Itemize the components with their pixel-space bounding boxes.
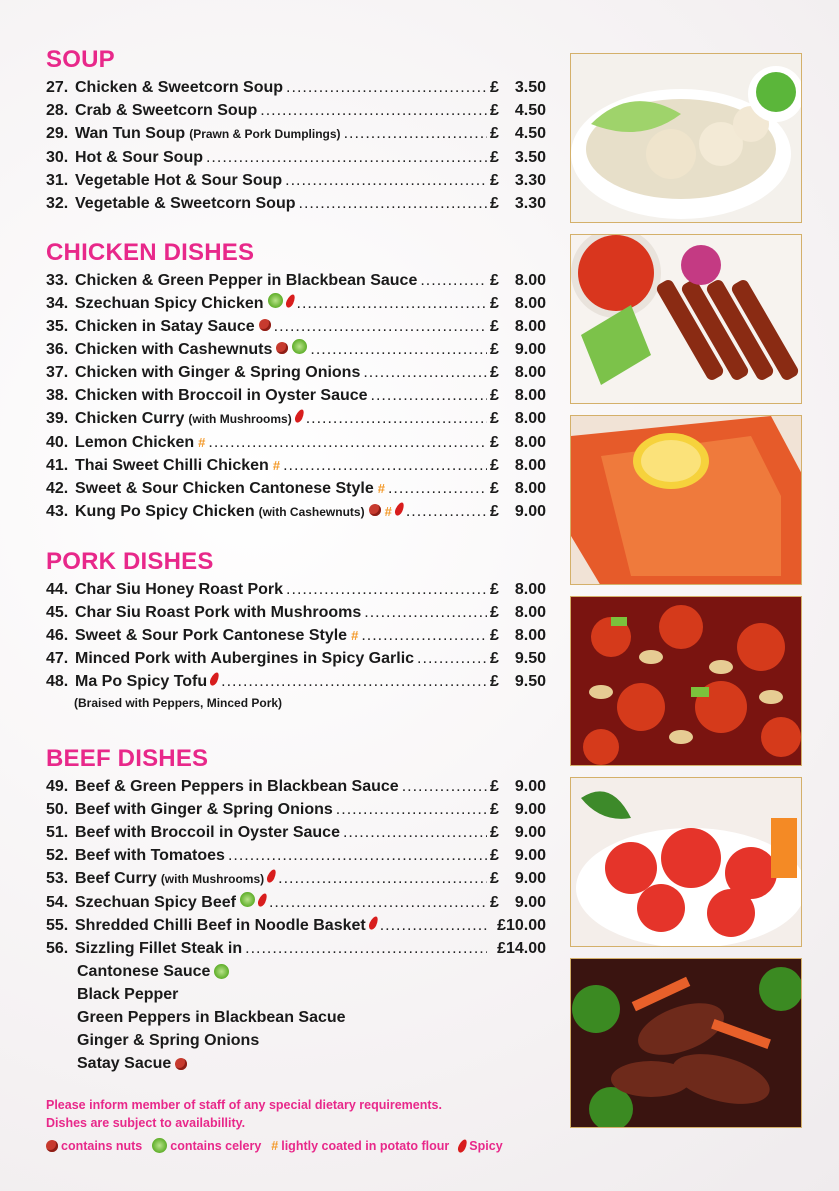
leader-dots: [260, 99, 487, 122]
section-title: CHICKEN DISHES: [46, 239, 255, 266]
menu-item: [46, 431, 546, 454]
celery-icon: [292, 339, 307, 354]
leader-dots: [406, 500, 487, 523]
item-name: Chicken with Broccoil in Oyster Sauce: [75, 387, 368, 404]
menu-item: [46, 454, 546, 477]
item-name: Sweet & Sour Chicken Cantonese Style: [75, 480, 374, 497]
chili-icon: [266, 868, 278, 884]
item-number: 43.: [46, 503, 69, 520]
leader-dots: [343, 821, 487, 844]
item-price: 8.00: [514, 387, 546, 404]
item-number: 28.: [46, 102, 69, 119]
menu-item: [46, 821, 546, 844]
item-price: 3.50: [514, 79, 546, 96]
chili-icon: [393, 501, 405, 517]
currency-symbol: £: [490, 480, 499, 497]
potato-flour-icon: #: [384, 504, 392, 519]
leader-dots: [306, 407, 487, 430]
currency-symbol: £: [490, 364, 499, 381]
sauce-options: [46, 960, 546, 1075]
currency-symbol: £: [490, 195, 499, 212]
currency-symbol: £: [490, 102, 499, 119]
chili-icon: [293, 408, 305, 424]
menu-item: [46, 315, 546, 338]
currency-symbol: £: [490, 894, 499, 911]
item-price: 4.50: [514, 125, 546, 142]
item-name: Hot & Sour Soup: [75, 149, 203, 166]
leader-dots: [388, 477, 487, 500]
item-price: 8.00: [514, 318, 546, 335]
leader-dots: [420, 269, 487, 292]
leader-dots: [336, 798, 487, 821]
menu-item: [46, 937, 546, 960]
item-number: 29.: [46, 125, 69, 142]
leader-dots: [208, 431, 487, 454]
item-name: Vegetable & Sweetcorn Soup: [75, 195, 296, 212]
leader-dots: [417, 647, 487, 670]
lemon-chicken-photo: [570, 415, 802, 585]
item-number: 32.: [46, 195, 69, 212]
item-number: 37.: [46, 364, 69, 381]
item-price: 9.00: [514, 847, 546, 864]
legend-label: lightly coated in potato flour: [281, 1138, 450, 1153]
currency-symbol: £: [490, 847, 499, 864]
nut-icon: [369, 504, 381, 516]
leader-dots: [283, 454, 487, 477]
currency-symbol: £: [490, 79, 499, 96]
item-number: 36.: [46, 341, 69, 358]
menu-item: [46, 578, 546, 601]
item-price: 9.00: [514, 894, 546, 911]
sauce-option: [77, 1006, 546, 1029]
legend-label: contains nuts: [61, 1138, 143, 1153]
sauce-label: Ginger & Spring Onions: [77, 1032, 260, 1049]
item-number: 48.: [46, 673, 69, 690]
leader-dots: [285, 169, 487, 192]
item-note: (Prawn & Pork Dumplings): [189, 127, 341, 141]
item-name: Shredded Chilli Beef in Noodle Basket: [75, 917, 366, 934]
item-name: Beef with Ginger & Spring Onions: [75, 801, 333, 818]
item-name: Thai Sweet Chilli Chicken: [75, 457, 269, 474]
item-number: 54.: [46, 894, 69, 911]
leader-dots: [297, 292, 487, 315]
item-name: Chicken & Sweetcorn Soup: [75, 79, 284, 96]
item-price: 8.00: [514, 364, 546, 381]
currency-symbol: £: [490, 172, 499, 189]
item-price: 9.50: [514, 673, 546, 690]
menu-item: [46, 99, 546, 122]
item-price: 3.30: [514, 195, 546, 212]
potato-flour-icon: #: [377, 481, 385, 496]
potato-flour-icon: #: [351, 628, 359, 643]
leader-dots: [228, 844, 487, 867]
item-price: 9.00: [514, 824, 546, 841]
menu-item: [46, 500, 546, 524]
menu-item: [46, 867, 546, 891]
item-price: 9.50: [514, 650, 546, 667]
currency-symbol: £: [490, 318, 499, 335]
currency-symbol: £: [490, 627, 499, 644]
item-name: Chicken with Cashewnuts: [75, 341, 273, 358]
section-pork: [46, 548, 546, 713]
currency-symbol: £: [490, 149, 499, 166]
currency-symbol: £: [490, 410, 499, 427]
menu-column: [46, 46, 546, 1099]
sauce-option: [77, 960, 546, 983]
item-name: Beef Curry: [75, 870, 157, 887]
menu-item: [46, 844, 546, 867]
item-number: 39.: [46, 410, 69, 427]
legend: [46, 1138, 513, 1153]
item-name: Szechuan Spicy Chicken: [75, 295, 264, 312]
item-price: 8.00: [514, 434, 546, 451]
sauce-option: [77, 1029, 546, 1052]
currency-symbol: £: [490, 125, 499, 142]
dietary-notice: [46, 1096, 442, 1132]
item-name: Lemon Chicken: [75, 434, 195, 451]
item-number: 35.: [46, 318, 69, 335]
dietary-notice-line: Please inform member of staff of any special dietary requirements.: [46, 1098, 442, 1112]
item-name: Ma Po Spicy Tofu: [75, 673, 208, 690]
currency-symbol: £: [490, 604, 499, 621]
item-number: 41.: [46, 457, 69, 474]
item-number: 27.: [46, 79, 69, 96]
item-number: 51.: [46, 824, 69, 841]
leader-dots: [380, 914, 487, 937]
item-name: Beef with Tomatoes: [75, 847, 225, 864]
item-name: Vegetable Hot & Sour Soup: [75, 172, 283, 189]
sweet-sour-chicken-photo: [570, 777, 802, 947]
menu-item: [46, 477, 546, 500]
item-name: Chicken & Green Pepper in Blackbean Sauce: [75, 272, 418, 289]
leader-dots: [274, 315, 487, 338]
item-number: 55.: [46, 917, 69, 934]
item-name: Chicken in Satay Sauce: [75, 318, 255, 335]
menu-item: [46, 361, 546, 384]
menu-item: [46, 914, 546, 937]
nut-icon: [175, 1058, 187, 1070]
menu-item: [46, 76, 546, 99]
item-price: 8.00: [514, 410, 546, 427]
item-name: Beef & Green Peppers in Blackbean Sauce: [75, 778, 399, 795]
leader-dots: [278, 867, 487, 890]
legend-label: Spicy: [469, 1138, 503, 1153]
section-beef: [46, 745, 546, 1075]
item-price: £10.00: [497, 917, 546, 934]
legend-potato: [271, 1139, 449, 1153]
menu-item: [46, 384, 546, 407]
menu-item: [46, 146, 546, 169]
item-price: 3.30: [514, 172, 546, 189]
leader-dots: [361, 624, 487, 647]
potato-flour-icon: #: [271, 1138, 279, 1153]
menu-item: [46, 624, 546, 647]
menu-item: [46, 169, 546, 192]
menu-item: [46, 647, 546, 670]
item-name: Sizzling Fillet Steak in: [75, 940, 243, 957]
currency-symbol: £: [490, 824, 499, 841]
leader-dots: [402, 775, 487, 798]
chili-icon: [367, 915, 379, 931]
chicken-satay-photo: [570, 234, 802, 404]
currency-symbol: £: [490, 650, 499, 667]
currency-symbol: £: [490, 673, 499, 690]
menu-item: [46, 798, 546, 821]
item-number: 49.: [46, 778, 69, 795]
leader-dots: [310, 338, 487, 361]
nut-icon: [276, 342, 288, 354]
item-price: 8.00: [514, 480, 546, 497]
item-name: Crab & Sweetcorn Soup: [75, 102, 258, 119]
item-note: (with Mushrooms): [160, 872, 265, 886]
item-name: Minced Pork with Aubergines in Spicy Garlic: [75, 650, 415, 667]
menu-item: [46, 292, 546, 315]
item-price: 3.50: [514, 149, 546, 166]
leader-dots: [245, 937, 487, 960]
currency-symbol: £: [490, 581, 499, 598]
menu-item: [46, 407, 546, 431]
item-price: 9.00: [514, 341, 546, 358]
legend-nuts: [46, 1139, 142, 1153]
item-number: 42.: [46, 480, 69, 497]
potato-flour-icon: #: [272, 458, 281, 473]
currency-symbol: £: [490, 341, 499, 358]
nut-icon: [259, 319, 271, 331]
menu-item: [46, 338, 546, 361]
currency-symbol: £: [490, 272, 499, 289]
section-soup: [46, 46, 546, 215]
item-price: 9.00: [514, 778, 546, 795]
section-chicken: [46, 239, 546, 524]
menu-item: [46, 891, 546, 914]
item-note: (with Mushrooms): [188, 412, 292, 426]
item-name: Kung Po Spicy Chicken: [75, 503, 255, 520]
sauce-option: [77, 983, 546, 1006]
beef-broccoli-photo: [570, 958, 802, 1128]
section-title: SOUP: [46, 46, 115, 73]
item-number: 34.: [46, 295, 69, 312]
leader-dots: [269, 891, 487, 914]
leader-dots: [299, 192, 488, 215]
sauce-label: Black Pepper: [77, 986, 179, 1003]
item-price: 8.00: [514, 457, 546, 474]
menu-item: [46, 269, 546, 292]
item-name: Wan Tun Soup: [75, 125, 186, 142]
item-price: 8.00: [514, 295, 546, 312]
item-number: 50.: [46, 801, 69, 818]
section-title: PORK DISHES: [46, 548, 214, 575]
item-price: 8.00: [514, 627, 546, 644]
currency-symbol: £: [490, 870, 499, 887]
leader-dots: [286, 76, 487, 99]
chili-icon: [256, 892, 268, 908]
item-price: 9.00: [514, 801, 546, 818]
item-number: 46.: [46, 627, 69, 644]
item-number: 30.: [46, 149, 69, 166]
item-price: 8.00: [514, 272, 546, 289]
celery-icon: [240, 892, 255, 907]
item-name: Sweet & Sour Pork Cantonese Style: [75, 627, 348, 644]
item-subnote: (Braised with Peppers, Minced Pork): [74, 696, 283, 710]
item-price: 9.00: [514, 503, 546, 520]
currency-symbol: £: [490, 387, 499, 404]
item-price: 8.00: [514, 604, 546, 621]
potato-flour-icon: #: [198, 435, 206, 450]
item-price: 4.50: [514, 102, 546, 119]
celery-icon: [214, 964, 229, 979]
item-number: 53.: [46, 870, 69, 887]
item-number: 38.: [46, 387, 69, 404]
legend-spicy: [459, 1139, 502, 1153]
leader-dots: [206, 146, 487, 169]
sauce-label: Satay Sacue: [77, 1055, 172, 1072]
availability-notice: Dishes are subject to availabillity.: [46, 1116, 246, 1130]
item-name: Chicken with Ginger & Spring Onions: [75, 364, 361, 381]
wonton-soup-photo: [570, 53, 802, 223]
leader-dots: [221, 670, 487, 693]
chili-icon: [457, 1138, 469, 1154]
item-number: 52.: [46, 847, 69, 864]
leader-dots: [364, 601, 487, 624]
kung-po-chicken-photo: [570, 596, 802, 766]
item-number: 40.: [46, 434, 69, 451]
menu-item: [46, 122, 546, 146]
menu-item: [46, 775, 546, 798]
leader-dots: [344, 122, 487, 145]
legend-celery: [152, 1138, 261, 1153]
chili-icon: [284, 293, 296, 309]
celery-icon: [152, 1138, 167, 1153]
celery-icon: [268, 293, 283, 308]
item-note: (with Cashewnuts): [258, 505, 365, 519]
sauce-label: Cantonese Sauce: [77, 963, 211, 980]
menu-item: [46, 670, 546, 693]
sauce-label: Green Peppers in Blackbean Sacue: [77, 1009, 346, 1026]
menu-item: [46, 192, 546, 215]
section-title: BEEF DISHES: [46, 745, 209, 772]
item-price: 9.00: [514, 870, 546, 887]
leader-dots: [363, 361, 487, 384]
currency-symbol: £: [490, 295, 499, 312]
menu-item: [46, 601, 546, 624]
currency-symbol: £: [490, 801, 499, 818]
item-number: 47.: [46, 650, 69, 667]
currency-symbol: £: [490, 778, 499, 795]
nut-icon: [46, 1140, 58, 1152]
legend-label: contains celery: [170, 1138, 262, 1153]
item-name: Chicken Curry: [75, 410, 185, 427]
item-price: £14.00: [497, 940, 546, 957]
item-number: 56.: [46, 940, 69, 957]
item-price: 8.00: [514, 581, 546, 598]
item-number: 31.: [46, 172, 69, 189]
currency-symbol: £: [490, 434, 499, 451]
item-number: 33.: [46, 272, 69, 289]
item-name: Char Siu Honey Roast Pork: [75, 581, 284, 598]
item-number: 44.: [46, 581, 69, 598]
chili-icon: [209, 671, 221, 687]
currency-symbol: £: [490, 457, 499, 474]
item-name: Szechuan Spicy Beef: [75, 894, 236, 911]
leader-dots: [286, 578, 487, 601]
leader-dots: [371, 384, 487, 407]
item-name: Char Siu Roast Pork with Mushrooms: [75, 604, 362, 621]
sauce-option: [77, 1052, 546, 1075]
currency-symbol: £: [490, 503, 499, 520]
item-name: Beef with Broccoil in Oyster Sauce: [75, 824, 340, 841]
item-number: 45.: [46, 604, 69, 621]
